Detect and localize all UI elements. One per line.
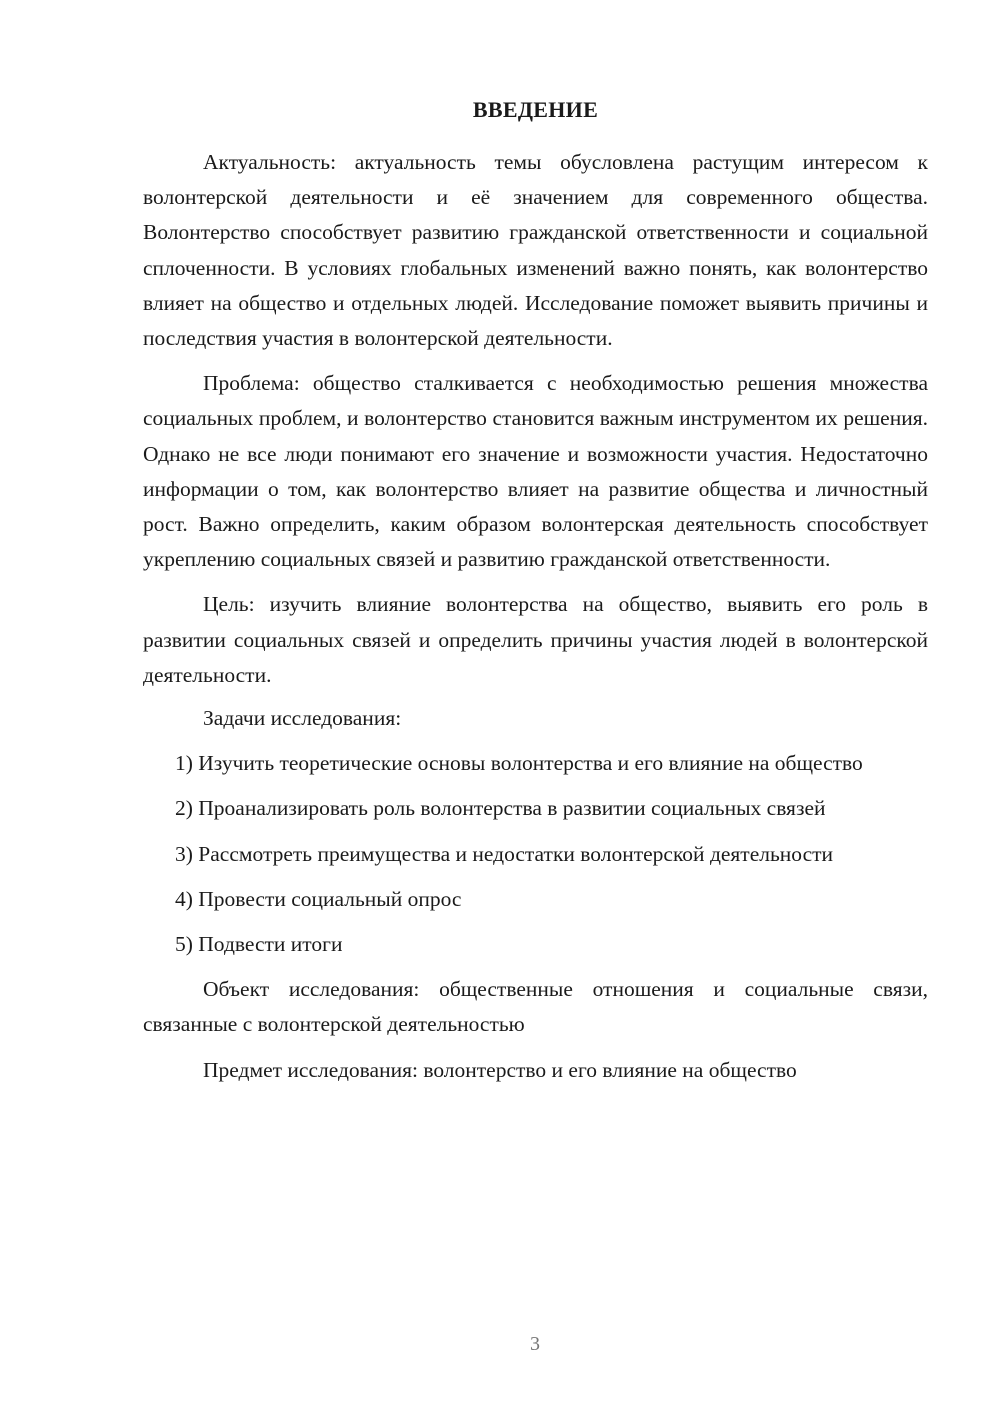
list-item: 2) Проанализировать роль волонтерства в развитии социальных связей [175, 796, 826, 821]
list-item: 4) Провести социальный опрос [175, 886, 462, 911]
relevance-paragraph: Актуальность: актуальность темы обусловлена растущим интересом к волонтерской деятельности и её значением для современного общества. Волонтерство способствует развитию гражданской ответственности и социальной сплоченности. В условиях глобальных изменений важно понять, как волонтерство влияет на общество и отдельных людей. Исследование поможет выявить причины и последствия участия в волонтерской деятельности. [143, 150, 928, 351]
list-item: 5) Подвести итоги [175, 932, 343, 957]
tasks-heading: Задачи исследования: [203, 706, 402, 731]
object-paragraph: Объект исследования: общественные отношения и социальные связи, связанные с волонтерской деятельностью [143, 977, 928, 1037]
list-item: 1) Изучить теоретические основы волонтерства и его влияние на общество [175, 751, 863, 776]
page-title: ВВЕДЕНИЕ [472, 97, 599, 122]
list-item: 3) Рассмотреть преимущества и недостатки волонтерской деятельности [175, 841, 834, 866]
goal-paragraph: Цель: изучить влияние волонтерства на общество, выявить его роль в развитии социальных связей и определить причины участия людей в волонтерской деятельности. [143, 592, 928, 687]
tasks-list [143, 746, 928, 962]
document-page [143, 95, 928, 1088]
problem-paragraph: Проблема: общество сталкивается с необходимостью решения множества социальных проблем, и волонтерство становится важным инструментом их решения. Однако не все люди понимают его значение и возможности участия. Недостаточно информации о том, как волонтерство влияет на развитие общества и личностный рост. Важно определить, каким образом волонтерская деятельность способствует укреплению социальных связей и развитию гражданской ответственности. [143, 371, 928, 572]
page-number: 3 [530, 1333, 540, 1355]
subject-paragraph: Предмет исследования: волонтерство и его влияние на общество [203, 1057, 797, 1082]
